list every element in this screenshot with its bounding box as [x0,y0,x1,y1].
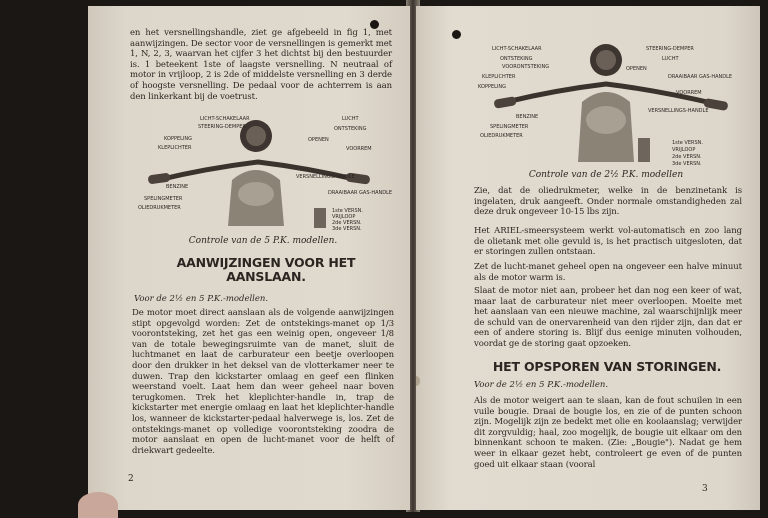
label-koppeling: KOPPELING [478,84,507,90]
left-paragraph-1: en het versnellingshandle, ziet ge afgebeeld in fig 1, met aanwijzingen. De sector voor de versnellingen is gemerkt met 1, N, 2, 3, waarvan het cijfer 3 het dichtst bij den bestuurder is. 1 beteekent 1ste of laagste versnelling. N neutraal of motor in vrijloop, 2 is 2de of middelste versnelling en 3 derde of hoogste versnelling. De pedaal voor de achterrem is aan den linkerkant bij de voetrust. [130,28,392,102]
label-versnellings-handle: VERSNELLINGS-HANDLE [648,108,709,114]
label-1ste-versn: 1ste VERSN. [332,208,363,214]
left-page [88,6,410,510]
label-versnellingshandle: VERSNELLINGSHANDLE [296,174,355,180]
label-oliedrukmeter: OLIEDRUKMETER [138,205,181,211]
left-section-heading: AANWIJZINGEN VOOR HET AANSLAAN. [176,255,356,284]
label-1ste-versn: 1ste VERSN. [672,140,703,146]
label-openen: OPENEN [626,66,647,72]
label-kleplichter: KLEPLICHTER [482,74,516,80]
right-paragraph-4: Slaat de motor niet aan, probeer het dan nog een keer of wat, maar laat de carburateur niet meer overloopen. Moeite met het aanslaan van een nieuwe machine, zal waarschijnlijk meer de schuld van de onervarenheid van den rijder zijn, dan dat er een of andere storing is. Blijf dus eenige minuten volhouden, voordat ge de storing gaat opzoeken. [474,286,742,349]
label-3de-versn: 3de VERSN. [672,161,702,167]
label-kleplichter: KLEPLICHTER [158,145,192,151]
left-page-number: 2 [128,474,134,484]
punch-hole [452,30,461,39]
label-draaibaar-gas-handle: DRAAIBAAR GAS-HANDLE [668,74,733,80]
label-steering-demper: STEERING-DEMPER [646,46,694,52]
label-licht-schakelaar: LICHT-SCHAKELAAR [200,116,250,122]
label-ontsteking: ONTSTEKING [500,56,533,62]
label-benzine: BENZINE [166,184,189,190]
label-vrijloop: VRIJLOOP [332,214,356,220]
label-3de-versn: 3de VERSN. [332,226,362,232]
left-subheading: Voor de 2½ en 5 P.K.-modellen. [134,294,269,304]
left-figure-caption: Controle van de 5 P.K. modellen. [188,236,338,246]
right-figure-caption: Controle van de 2½ P.K. modellen [528,170,684,180]
label-voorrem: VOORREM [676,90,702,96]
label-lucht: LUCHT [662,56,679,62]
label-licht-schakelaar: LICHT-SCHAKELAAR [492,46,542,52]
right-paragraph-5: Als de motor weigert aan te slaan, kan de fout schuilen in een vuile bougie. Draai de bougie los, en zie of de punten schoon zijn. Mogelijk zijn ze bedekt met olie en koolaanslag; verwijder dit zorgvuldig; haal, zoo mogelijk, de bougie uit elkaar om den binnenkant schoon te maken. (Zie: „Bougie"). Nadat ge hem weer in elkaar gezet hebt, controleert ge even of de punten goed uit elkaar staan (vooral [474,396,742,470]
label-vrijloop: VRIJLOOP [672,147,696,153]
label-voorontsteking: VOORONTSTEKING [502,64,550,70]
label-benzine: BENZINE [516,114,539,120]
label-koppeling: KOPPELING [164,136,193,142]
paper-stain [416,376,420,386]
left-paragraph-2: De motor moet direct aanslaan als de volgende aanwijzingen stipt opgevolgd worden: Zet de ontstekings-manet op 1/3 voorontsteking, zet het gas een weinig open, ongeveer 1/8 van de totale bewegingsruimte van de manet, sluit de luchtmanet en laat de carburateur een beetje overloopen door den drukker in het deksel van de vlotterkamer neer te duwen. Trap den kickstarter omlaag en geef een flinken weerstand voelt. Laat hem dan weer geheel naar boven terugkomen. Trek het kleplichter-handle in, trap de kickstarter met energie omlaag en laat het kleplichter-handle los, wanneer de kickstarter-pedaal halverwege is, los. Zet de ontstekings-manet op volledige voorontsteking zoodra de motor aanslaat en open de lucht-manet voor de helft of driekwart gedeelte. [132,308,394,456]
right-paragraph-3: Zet de lucht-manet geheel open na ongeveer een halve minuut als de motor warm is. [474,262,742,283]
right-paragraph-1: Zie, dat de oliedrukmeter, welke in de benzinetank is ingelaten, druk aangeeft. Onder normale omstandigheden zal deze druk ongeveer 10-15 lbs zijn. [474,186,742,218]
right-page-number: 3 [702,484,708,494]
label-ontsteking: ONTSTEKING [334,126,367,132]
label-steering-demper: STEERING-DEMPER [198,124,246,130]
label-oliedrukmeter: OLIEDRUKMETER [480,133,523,139]
right-paragraph-2: Het ARIEL-smeersysteem werkt vol-automatisch en zoo lang de olietank met olie gevuld is, is het practisch uitgesloten, dat er storingen zullen ontstaan. [474,226,742,258]
right-subheading: Voor de 2½ en 5 P.K.-modellen. [474,380,609,390]
right-figure-labels [476,38,746,168]
left-figure-labels [128,110,398,232]
label-spelingmeter: SPELINGMETER [144,196,183,202]
label-2de-versn: 2de VERSN. [332,220,362,226]
thumb [78,492,118,518]
right-section-heading: HET OPSPOREN VAN STORINGEN. [492,359,722,374]
label-openen: OPENEN [308,137,329,143]
label-spelingmeter: SPELINGMETER [490,124,529,130]
label-2de-versn: 2de VERSN. [672,154,702,160]
label-draaibaar-gas-handle: DRAAIBAAR GAS-HANDLE [328,190,393,196]
label-voorrem: VOORREM [346,146,372,152]
right-page [416,6,760,510]
label-lucht: LUCHT [342,116,359,122]
